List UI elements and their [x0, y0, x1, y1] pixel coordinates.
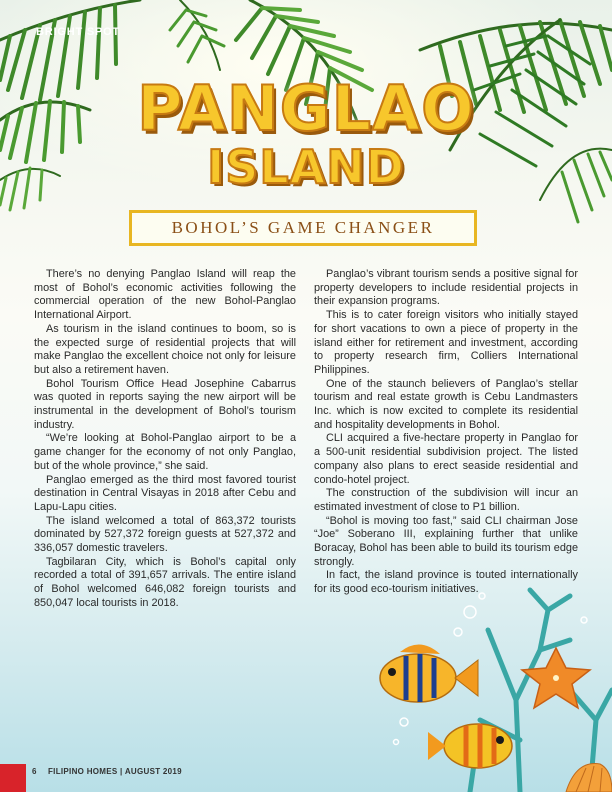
paragraph: In fact, the island province is touted internationally for its good eco-tourism initiatives. [314, 569, 578, 596]
paragraph: There’s no denying Panglao Island will reap the most of Bohol’s economic activities following the commercial operation of the new Bohol-Panglao International Airport. [34, 268, 296, 322]
subtitle-banner [129, 210, 477, 246]
paragraph: “We’re looking at Bohol-Panglao airport to be a game changer for the economy of not only Panglao, but of the whole province,” she said. [34, 432, 296, 472]
subtitle-text: BOHOL’S GAME CHANGER [171, 218, 435, 237]
paragraph: “Bohol is moving too fast,” said CLI chairman Jose “Joe” Soberano III, explaining further that unlike Boracay, Bohol has been able to build its tourism edge strongly. [314, 514, 578, 568]
tropical-fish-lower [428, 724, 512, 768]
paragraph: As tourism in the island continues to boom, so is the expected surge of residential projects that will make Panglao the excellent choice not only for leisure but also a retirement haven. [34, 322, 296, 376]
title-panglao: PANGLAO [137, 72, 475, 145]
paragraph: CLI acquired a five-hectare property in Panglao for a 500-unit residential subdivision project. The listed company also plans to erect seaside residential and condo-hotel project. [314, 432, 578, 486]
paragraph: One of the staunch believers of Panglao’s stellar tourism and real estate growth is Cebu Landmasters Inc. which is now excited to complete its residential and hospitality developments in Bohol. [314, 377, 578, 431]
footer-accent-bar [0, 764, 26, 792]
section-label: BRIGHT SPOT [36, 26, 120, 38]
article-left-column [34, 268, 296, 611]
paragraph: The island welcomed a total of 863,372 tourists dominated by 527,372 foreign guests at 527,372 and 336,057 domestic travelers. [34, 514, 296, 555]
paragraph: Bohol Tourism Office Head Josephine Cabarrus was quoted in reports saying the new airport will be instrumental in the development of Bohol’s tourism industry. [34, 377, 296, 431]
paragraph: This is to cater foreign visitors who initially stayed for short vacations to own a piece of property in the island either for retirement and investment, according to property research firm, Colliers International Philippines. [314, 309, 578, 376]
paragraph: The construction of the subdivision will incur an estimated investment of close to P1 billion. [314, 487, 578, 513]
article-right-column [314, 268, 578, 597]
page-number: 6 [32, 767, 37, 776]
tropical-fish [380, 644, 478, 702]
title-island: ISLAND [207, 140, 405, 194]
page-footer [0, 764, 612, 792]
paragraph: Panglao emerged as the third most favored tourist destination in Central Visayas in 2018 after Cebu and Lapu-Lapu cities. [34, 473, 296, 513]
paragraph: Tagbilaran City, which is Bohol’s capital only recorded a total of 391,657 arrivals. The entire island of Bohol welcomed 646,082 foreign tourists and 850,047 local tourists in 2018. [34, 555, 296, 609]
paragraph: Panglao’s vibrant tourism sends a positive signal for property developers to include residential projects in their expansion programs. [314, 268, 578, 308]
publication-info: FILIPINO HOMES | AUGUST 2019 [48, 767, 182, 776]
